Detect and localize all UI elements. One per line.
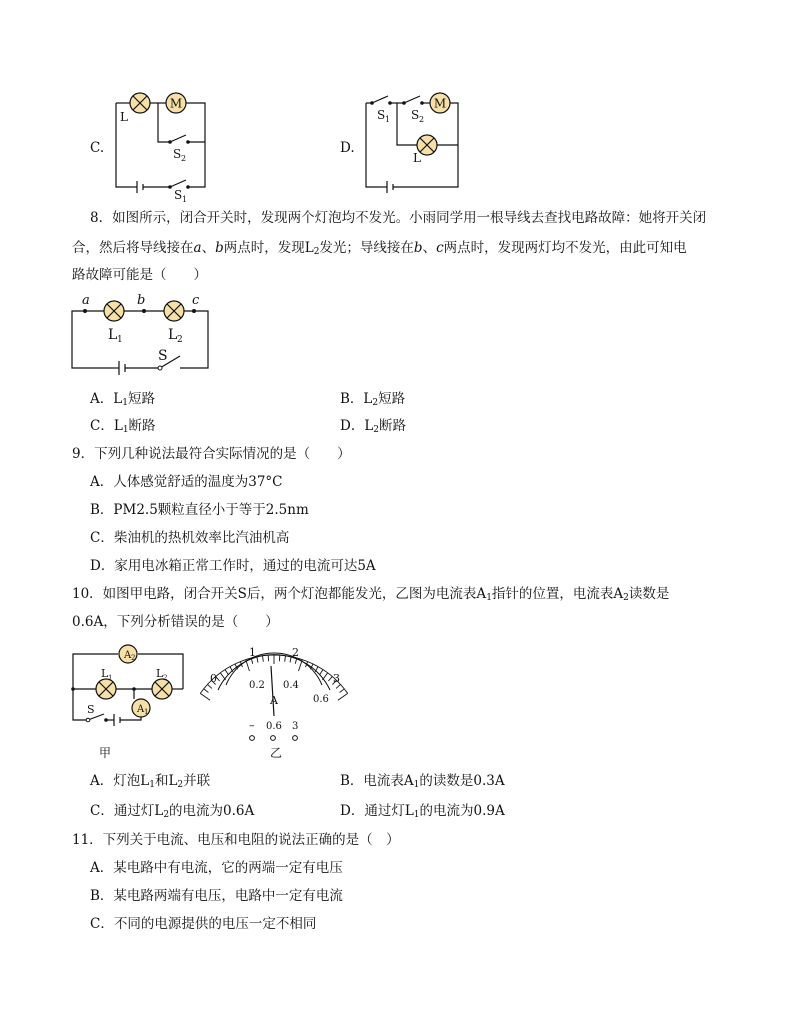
q9-option-c[interactable]: C．柴油机的热机效率比汽油机高	[90, 530, 290, 546]
svg-text:0.4: 0.4	[283, 680, 299, 691]
svg-text:1: 1	[385, 115, 391, 124]
svg-text:b: b	[137, 293, 146, 308]
svg-text:0: 0	[210, 672, 217, 685]
q10-option-b[interactable]: B．电流表$A_1$的读数是0.3A	[340, 773, 505, 790]
q8-stem-line2: 合，然后将导线接在a、b两点时，发现$L_2$发光；导线接在b、c两点时，发现两灯均不发光，由此可知电	[72, 240, 687, 257]
svg-text:2: 2	[177, 335, 183, 345]
q9-option-a[interactable]: A．人体感觉舒适的温度为37°C	[90, 474, 283, 490]
dial-tick	[336, 684, 340, 688]
q10-option-a[interactable]: A．灯泡$L_1$和$L_2$并联	[90, 773, 211, 790]
dial-tick	[263, 656, 264, 662]
svg-text:2: 2	[419, 115, 425, 124]
svg-text:0.6: 0.6	[313, 694, 329, 705]
svg-text:S: S	[411, 108, 420, 122]
q10-option-d[interactable]: D．通过灯$L_1$的电流为0.9A	[340, 803, 505, 820]
dial-tick	[225, 670, 228, 675]
q8-option-b[interactable]: B．$L_2$短路	[340, 391, 406, 408]
svg-text:乙: 乙	[270, 746, 283, 760]
svg-text:a: a	[82, 293, 90, 308]
q9-stem: 9．下列几种说法最符合实际情况的是（ ）	[72, 446, 351, 462]
svg-text:L: L	[413, 151, 421, 165]
q7-option-c-label: C.	[90, 140, 105, 156]
q8-option-c[interactable]: C．$L_1$断路	[90, 418, 156, 435]
q10-stem-line1: 10．如图甲电路，闭合开关S后，两个灯泡都能发光，乙图为电流表$A_1$指针的位置，电流表$A_2$读数是	[72, 586, 670, 603]
q11-option-c[interactable]: C．不同的电源提供的电压一定不相同	[90, 916, 317, 932]
q9-option-d[interactable]: D．家用电冰箱正常工作时，通过的电流可达5A	[90, 558, 376, 574]
svg-text:S: S	[173, 147, 182, 161]
svg-text:L: L	[120, 110, 128, 124]
svg-text:L: L	[108, 327, 118, 343]
q11-option-b[interactable]: B．某电路两端有电压，电路中一定有电流	[90, 888, 343, 904]
svg-text:A: A	[270, 694, 278, 707]
svg-text:M: M	[433, 96, 447, 111]
dial-tick	[208, 684, 212, 688]
q8-stem-line1: 8．如图所示，闭合开关时，发现两个灯泡均不发光。小雨同学用一根导线去查找电路故障：她将开关闭	[90, 210, 707, 226]
svg-text:S: S	[174, 188, 183, 202]
q11-option-a[interactable]: A．某电路中有电流，它的两端一定有电压	[90, 860, 343, 876]
q7-option-d-label: D.	[340, 140, 355, 156]
svg-text:2: 2	[163, 674, 168, 682]
svg-text:1: 1	[117, 335, 123, 345]
svg-text:–: –	[249, 719, 255, 732]
svg-text:1: 1	[182, 195, 188, 204]
svg-text:2: 2	[181, 154, 187, 163]
svg-text:1: 1	[108, 674, 113, 682]
svg-text:S: S	[87, 703, 95, 716]
dial-tick	[285, 656, 286, 662]
dial-tick	[204, 689, 209, 693]
q8-option-d[interactable]: D．$L_2$断路	[340, 418, 407, 435]
dial-tick	[320, 670, 323, 675]
svg-text:c: c	[192, 293, 200, 308]
svg-text:3: 3	[333, 672, 340, 685]
svg-text:甲: 甲	[99, 746, 112, 760]
svg-text:2: 2	[131, 654, 136, 662]
dial-tick	[257, 657, 258, 663]
q10-stem-line2: 0.6A，下列分析错误的是（ ）	[72, 614, 279, 630]
q9-option-b[interactable]: B．PM2.5颗粒直径小于等于2.5nm	[90, 502, 309, 518]
q8-option-a[interactable]: A．$L_1$短路	[90, 391, 155, 408]
q8-stem-line3: 路故障可能是（ ）	[72, 267, 207, 283]
svg-text:2: 2	[292, 646, 299, 659]
svg-text:L: L	[156, 667, 164, 680]
svg-text:3: 3	[292, 721, 299, 732]
svg-text:0.6: 0.6	[266, 721, 282, 732]
svg-text:A: A	[137, 704, 145, 715]
dial-tick	[328, 676, 332, 681]
svg-text:L: L	[101, 667, 109, 680]
svg-text:S: S	[158, 348, 168, 364]
dial-tick	[338, 693, 348, 700]
dial-tick	[200, 693, 210, 700]
svg-text:L: L	[168, 327, 178, 343]
dial-tick	[340, 689, 345, 693]
q10-option-c[interactable]: C．通过灯$L_2$的电流为0.6A	[90, 803, 255, 820]
svg-text:0.2: 0.2	[249, 680, 265, 691]
svg-text:A: A	[124, 650, 132, 661]
svg-text:1: 1	[144, 708, 149, 716]
svg-text:M: M	[169, 96, 183, 111]
svg-text:S: S	[377, 108, 386, 122]
q11-stem: 11．下列关于电流、电压和电阻的说法正确的是（ ）	[72, 832, 400, 848]
svg-text:1: 1	[249, 646, 256, 659]
